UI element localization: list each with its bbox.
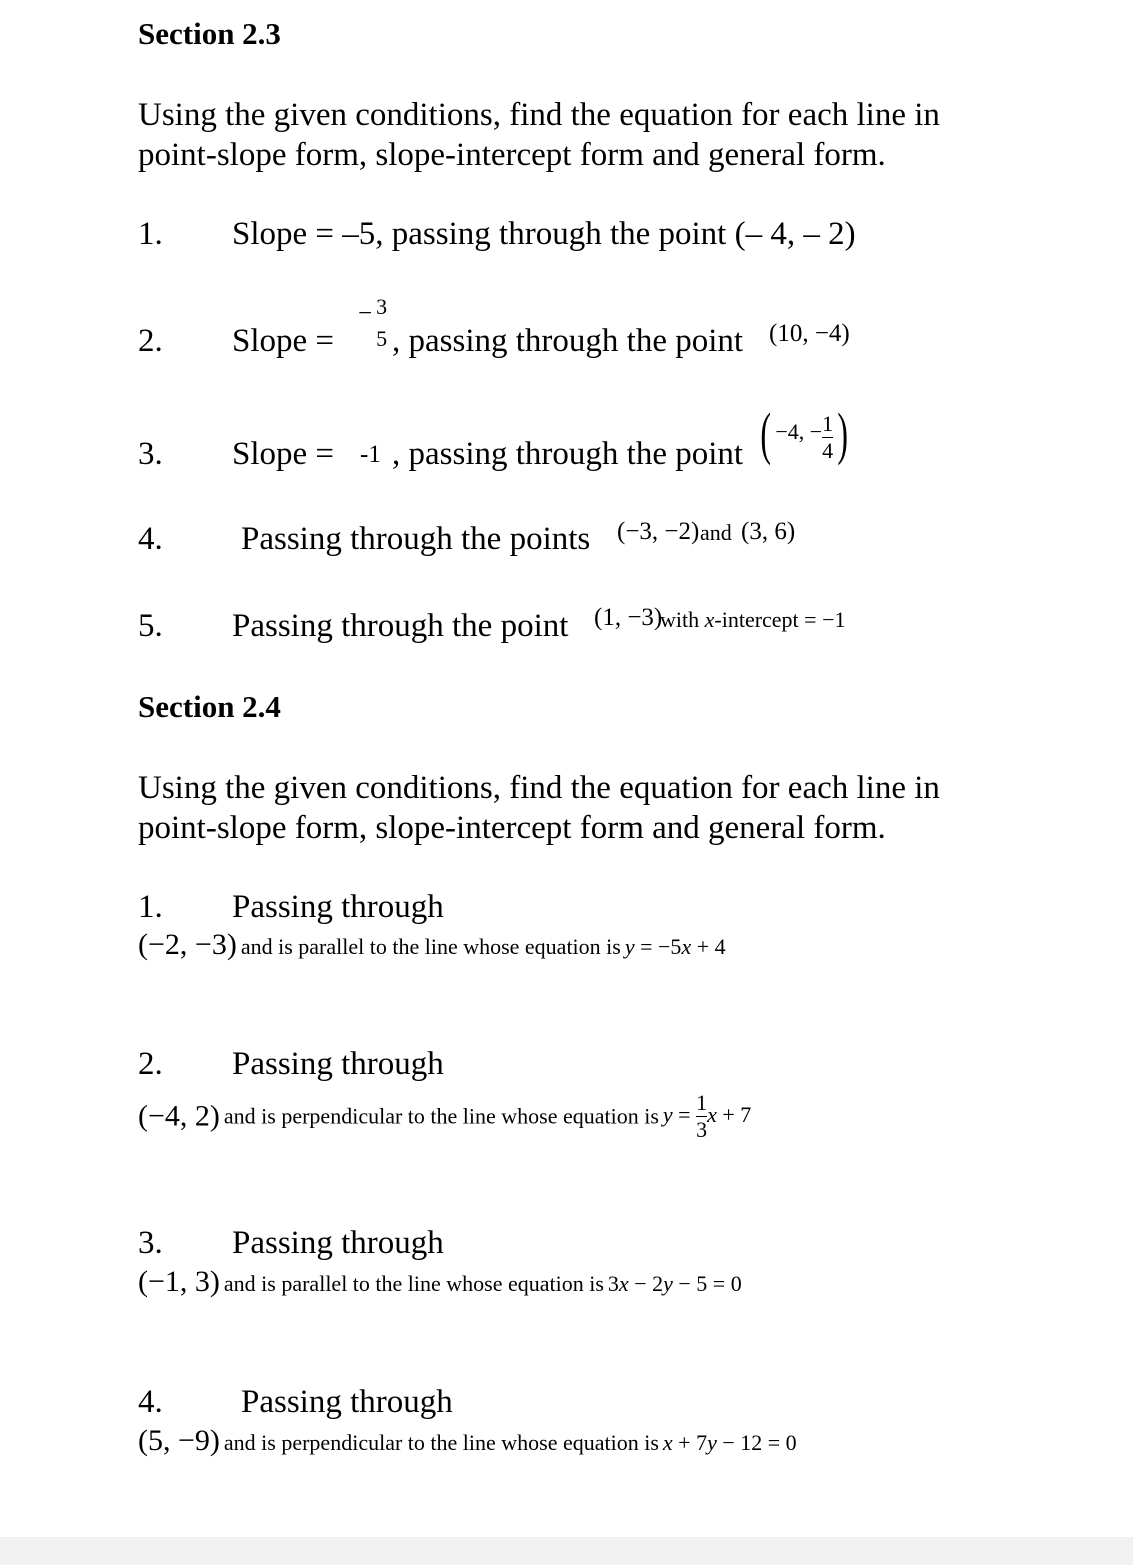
s23-p1-value: –5, passing through the point (– 4, – 2) xyxy=(342,216,856,252)
s23-p4-point1: (−3, −2) xyxy=(617,518,700,545)
s23-p2-rest: , passing through the point xyxy=(392,323,744,359)
s23-p3-point xyxy=(756,400,852,474)
s24-p1-point: (−2, −3) xyxy=(138,928,237,961)
section-2-3-heading: Section 2.3 xyxy=(138,16,281,51)
s24-p1-eq-end: + 4 xyxy=(696,934,726,959)
s23-p2-label: Slope = xyxy=(232,323,335,359)
s24-p3-desc: and is parallel to the line whose equation is xyxy=(223,1271,604,1296)
s24-p4-y: y xyxy=(707,1430,717,1455)
s24-p1-eq: = −5 xyxy=(640,934,682,959)
s24-p2-title: Passing through xyxy=(232,1046,444,1082)
s24-p3-number: 3. xyxy=(138,1225,163,1261)
s24-p2-fraction xyxy=(696,1092,707,1141)
s24-p4-equation xyxy=(663,1430,797,1455)
s24-p3-title: Passing through xyxy=(232,1225,444,1261)
s23-p5-point: (1, −3) xyxy=(594,604,663,631)
s24-p4-title: Passing through xyxy=(241,1384,453,1420)
s24-p2-frac-den: 3 xyxy=(696,1117,708,1142)
s24-p2-point: (−4, 2) xyxy=(138,1099,220,1133)
s24-p2-equation xyxy=(662,1090,752,1142)
s24-p1-equation xyxy=(625,934,726,959)
s23-p5-text: Passing through the point xyxy=(232,608,569,644)
s23-p1-text xyxy=(232,216,856,253)
s24-p4-number: 4. xyxy=(138,1384,163,1420)
s23-p5-intercept: -intercept = −1 xyxy=(714,607,846,632)
s23-p2-slope xyxy=(358,296,387,350)
s24-p4-x: x xyxy=(662,1430,673,1455)
section-2-4-intro-line1: Using the given conditions, find the equation for each line in xyxy=(138,770,940,806)
s23-p4-point2: (3, 6) xyxy=(741,518,796,545)
section-2-4-intro-line2: point-slope form, slope-intercept form and general form. xyxy=(138,810,886,846)
s24-p3-point: (−1, 3) xyxy=(138,1265,220,1298)
s24-p3-eq-b: − 2 xyxy=(634,1271,664,1296)
s23-p3-fraction xyxy=(822,410,834,463)
s23-p2-number: 2. xyxy=(138,323,163,359)
section-2-4-heading: Section 2.4 xyxy=(138,689,281,724)
s24-p1-x: x xyxy=(681,934,692,959)
viewer-bottom-bar xyxy=(0,1537,1133,1565)
s24-p2-y: y xyxy=(662,1101,673,1127)
s23-p1-label: Slope = xyxy=(232,216,335,252)
s23-p3-rest: , passing through the point xyxy=(392,436,744,472)
s24-p3-x: x xyxy=(618,1271,629,1296)
s24-p4-eq-c: − 12 = 0 xyxy=(722,1430,797,1455)
s24-p4-eq-b: + 7 xyxy=(678,1430,708,1455)
s23-p3-open-paren: ( xyxy=(760,401,771,466)
s23-p5-x-var: x xyxy=(704,607,715,632)
s23-p4-text: Passing through the points xyxy=(241,521,591,557)
s24-p1-title: Passing through xyxy=(232,889,444,925)
s23-p2-frac-den: 5 xyxy=(376,326,388,351)
s24-p2-eq-end: + 7 xyxy=(722,1101,752,1127)
s24-p2-x: x xyxy=(707,1101,717,1127)
s24-p2-condition xyxy=(138,1092,751,1141)
s23-p5-number: 5. xyxy=(138,608,163,644)
s23-p2-frac-num: 3 xyxy=(376,294,388,319)
s24-p3-equation xyxy=(608,1271,742,1296)
s23-p3-close-paren: ) xyxy=(837,401,849,466)
s23-p3-point-a: −4, − xyxy=(775,419,823,444)
s24-p4-condition xyxy=(138,1424,797,1458)
s24-p1-number: 1. xyxy=(138,889,163,925)
s23-p2-fraction xyxy=(376,296,387,350)
s23-p4-number: 4. xyxy=(138,521,163,557)
s24-p1-y: y xyxy=(624,934,635,959)
s24-p4-desc: and is perpendicular to the line whose equation is xyxy=(223,1430,659,1455)
s23-p3-slope-value: -1 xyxy=(360,441,381,468)
s24-p1-condition xyxy=(138,928,726,962)
s24-p1-desc: and is parallel to the line whose equation is xyxy=(240,934,621,959)
s23-p3-frac-num: 1 xyxy=(822,410,834,436)
s24-p3-condition xyxy=(138,1265,742,1299)
s23-p5-tail xyxy=(660,607,846,633)
s23-p3-frac-den: 4 xyxy=(822,437,834,463)
s24-p2-frac-num: 1 xyxy=(696,1090,708,1115)
s24-p3-y: y xyxy=(663,1271,673,1296)
s23-p5-with: with xyxy=(660,607,700,632)
section-2-3-intro-line2: point-slope form, slope-intercept form and general form. xyxy=(138,137,886,173)
section-2-3-intro-line1: Using the given conditions, find the equation for each line in xyxy=(138,97,940,133)
s23-p1-number: 1. xyxy=(138,216,163,252)
s24-p3-eq-a: 3 xyxy=(607,1271,619,1296)
s23-p2-minus: − xyxy=(358,299,373,327)
s23-p4-and: and xyxy=(700,520,732,545)
s24-p4-point: (5, −9) xyxy=(138,1424,220,1457)
s23-p3-number: 3. xyxy=(138,436,163,472)
s23-p2-point: (10, −4) xyxy=(769,320,850,347)
s24-p2-eq: = xyxy=(678,1101,691,1127)
s24-p2-number: 2. xyxy=(138,1046,163,1082)
s24-p2-desc: and is perpendicular to the line whose equation is xyxy=(223,1103,659,1129)
s24-p3-eq-c: − 5 = 0 xyxy=(678,1271,742,1296)
s23-p3-label: Slope = xyxy=(232,436,335,472)
